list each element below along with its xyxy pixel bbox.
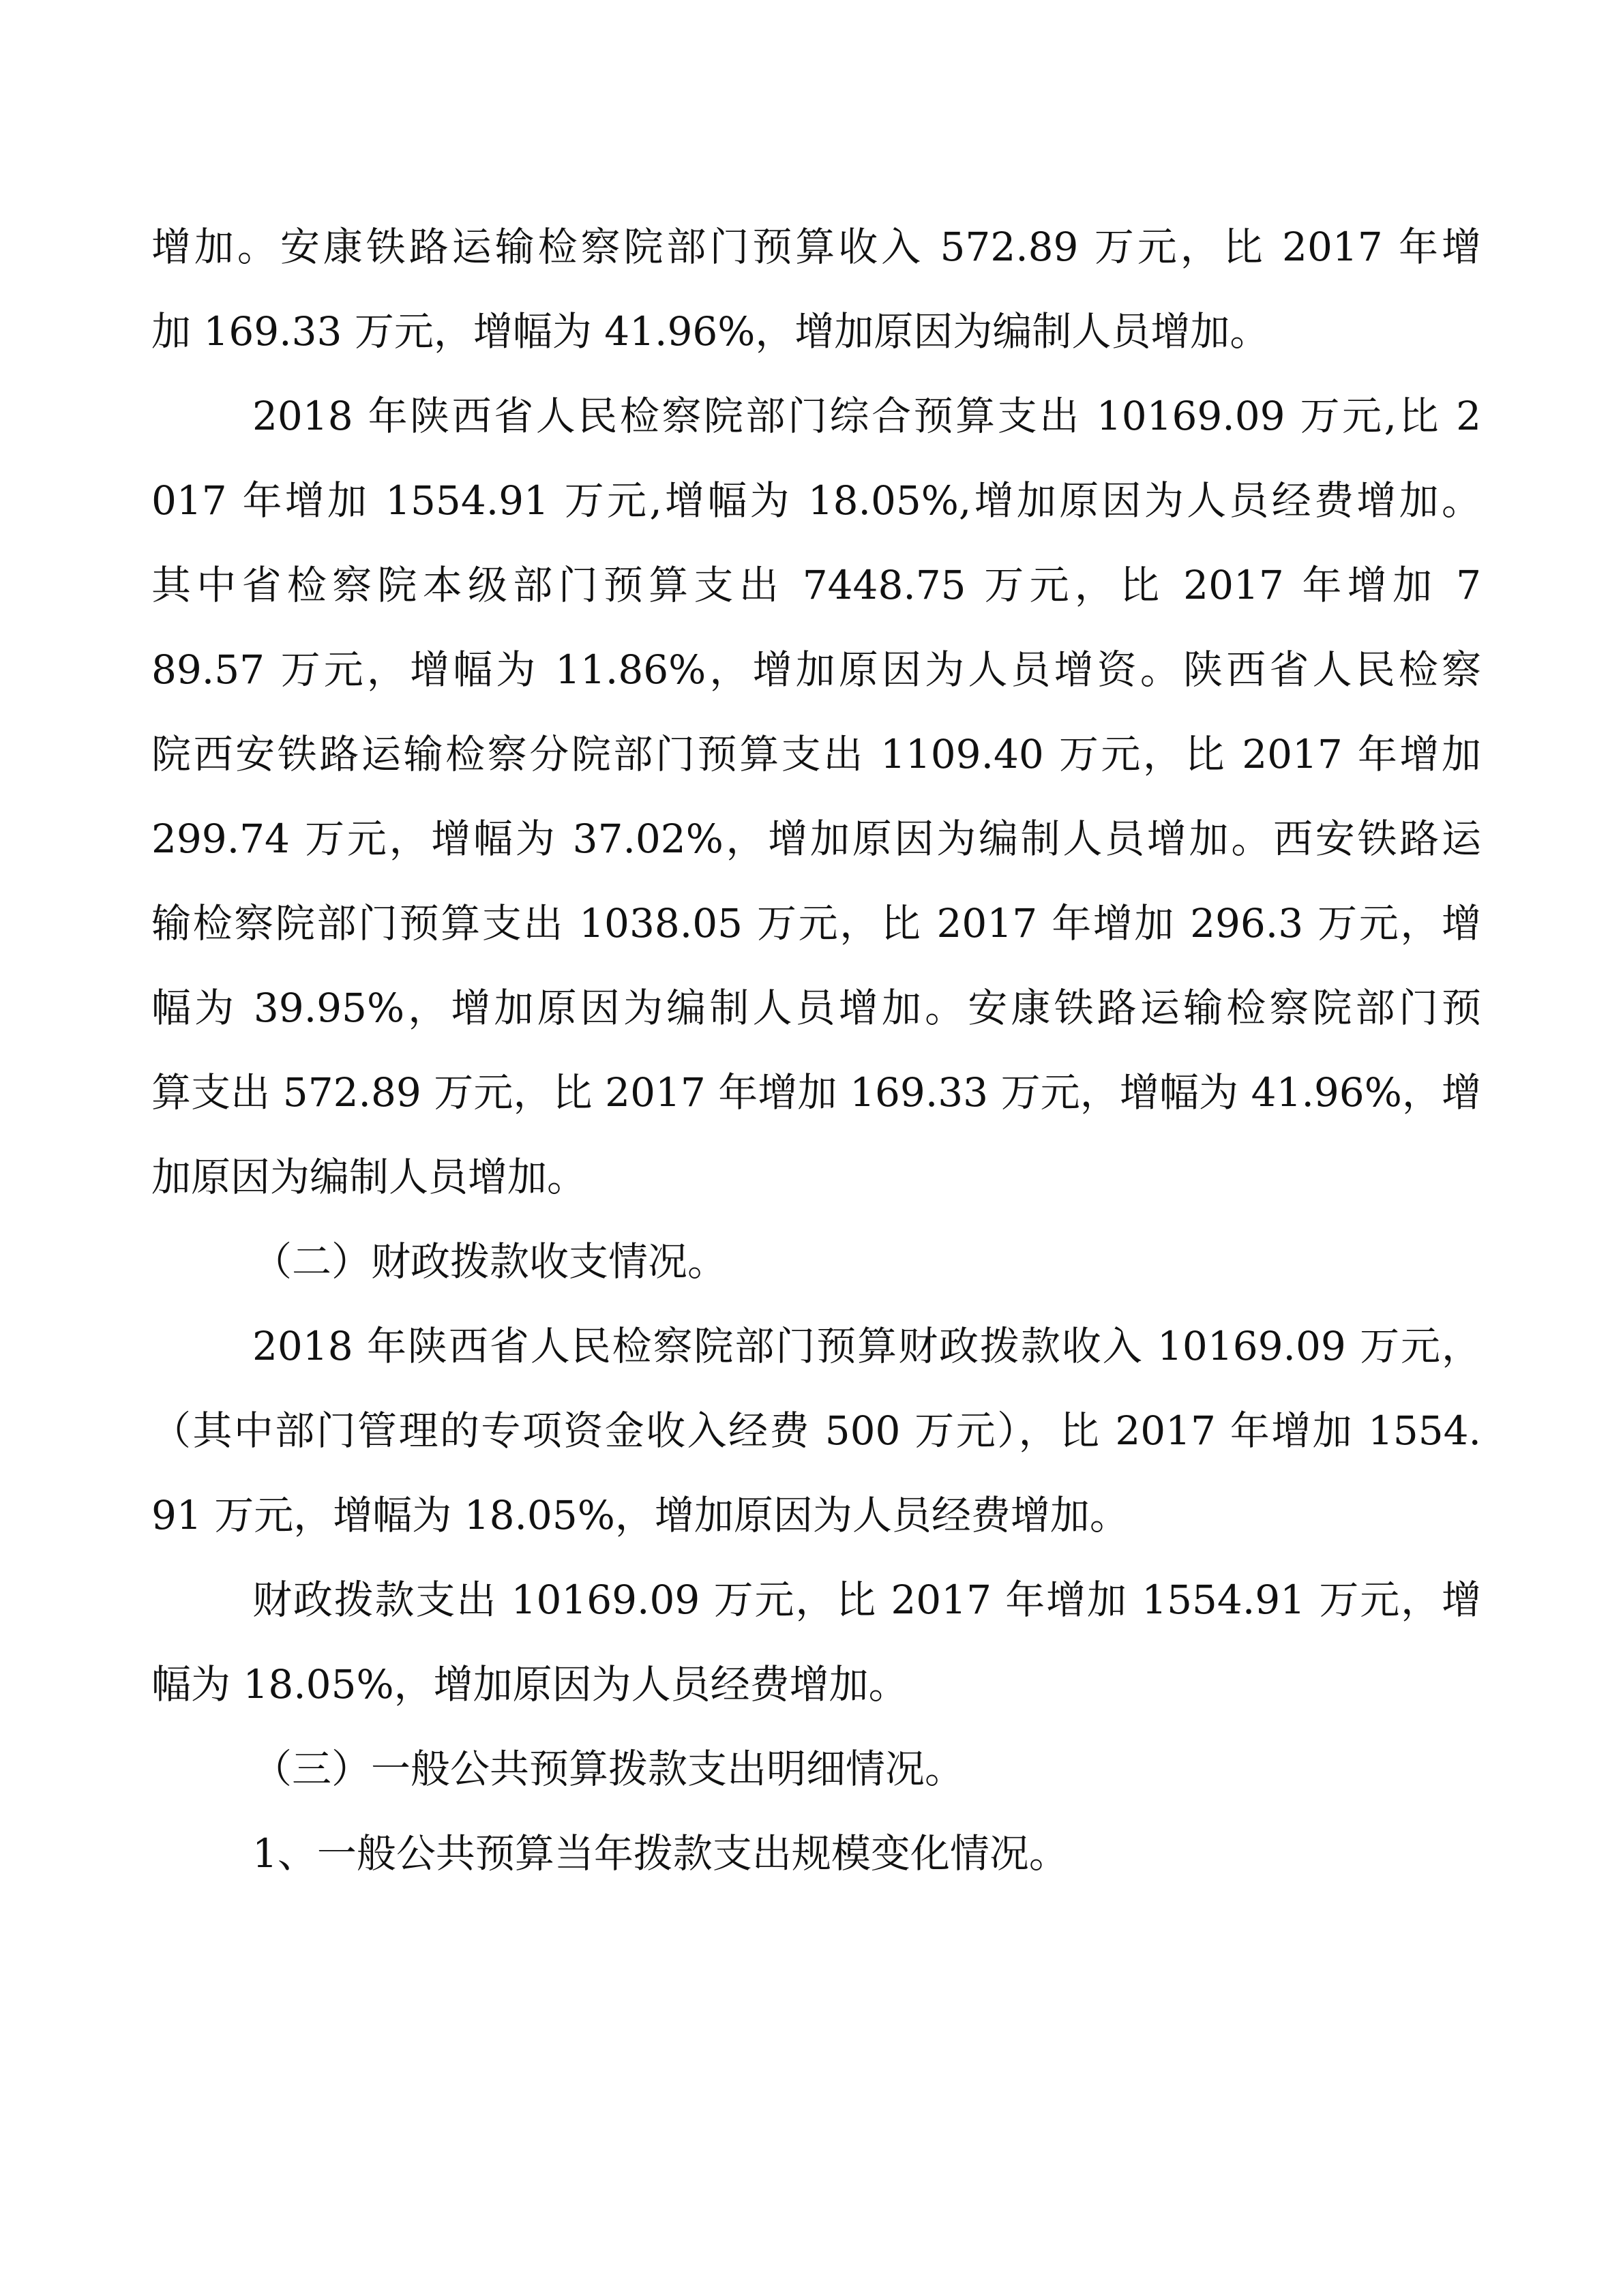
text-line: 输检察院部门预算支出 1038.05 万元，比 2017 年增加 296.3 万元，增: [151, 900, 1481, 946]
document-body: [151, 205, 1481, 1896]
heading-line: （二）财政拨款收支情况。: [252, 1238, 728, 1285]
paragraph-fiscal-income: [151, 1304, 1481, 1557]
text-line: 加 169.33 万元，增幅为 41.96%，增加原因为编制人员增加。: [151, 308, 1270, 355]
section-heading-fiscal-allocation: [151, 1219, 1481, 1304]
text-line: 加原因为编制人员增加。: [151, 1154, 587, 1200]
text-line: 幅为 39.95%，增加原因为编制人员增加。安康铁路运输检察院部门预: [151, 985, 1481, 1031]
paragraph-continuation: [151, 205, 1481, 374]
heading-line: 1、一般公共预算当年拨款支出规模变化情况。: [252, 1830, 1069, 1877]
text-line: 财政拨款支出 10169.09 万元，比 2017 年增加 1554.91 万元，增: [252, 1577, 1481, 1623]
text-line: 幅为 18.05%，增加原因为人员经费增加。: [151, 1661, 908, 1708]
text-line: 89.57 万元，增幅为 11.86%，增加原因为人员增资。陕西省人民检察: [151, 646, 1481, 693]
text-line: 其中省检察院本级部门预算支出 7448.75 万元，比 2017 年增加 7: [151, 562, 1481, 608]
heading-line: （三）一般公共预算拨款支出明细情况。: [252, 1746, 965, 1792]
text-line: 院西安铁路运输检察分院部门预算支出 1109.40 万元，比 2017 年增加: [151, 731, 1481, 777]
text-line: （其中部门管理的专项资金收入经费 500 万元），比 2017 年增加 1554.: [151, 1407, 1481, 1454]
text-line: 91 万元，增幅为 18.05%，增加原因为人员经费增加。: [151, 1492, 1129, 1538]
section-heading-general-budget: [151, 1727, 1481, 1811]
text-line: 2018 年陕西省人民检察院部门预算财政拨款收入 10169.09 万元，: [252, 1323, 1481, 1369]
text-line: 299.74 万元，增幅为 37.02%，增加原因为编制人员增加。西安铁路运: [151, 816, 1481, 862]
paragraph-fiscal-expenditure: [151, 1557, 1481, 1727]
paragraph-expenditure-summary: [151, 374, 1481, 1219]
subsection-heading-scale-change: [151, 1811, 1481, 1896]
text-line: 算支出 572.89 万元，比 2017 年增加 169.33 万元，增幅为 41.96%，增: [151, 1069, 1481, 1116]
text-line: 2018 年陕西省人民检察院部门综合预算支出 10169.09 万元,比 2: [252, 393, 1481, 439]
text-line: 增加。安康铁路运输检察院部门预算收入 572.89 万元，比 2017 年增: [151, 224, 1481, 270]
text-line: 017 年增加 1554.91 万元,增幅为 18.05%,增加原因为人员经费增加。: [151, 477, 1481, 524]
